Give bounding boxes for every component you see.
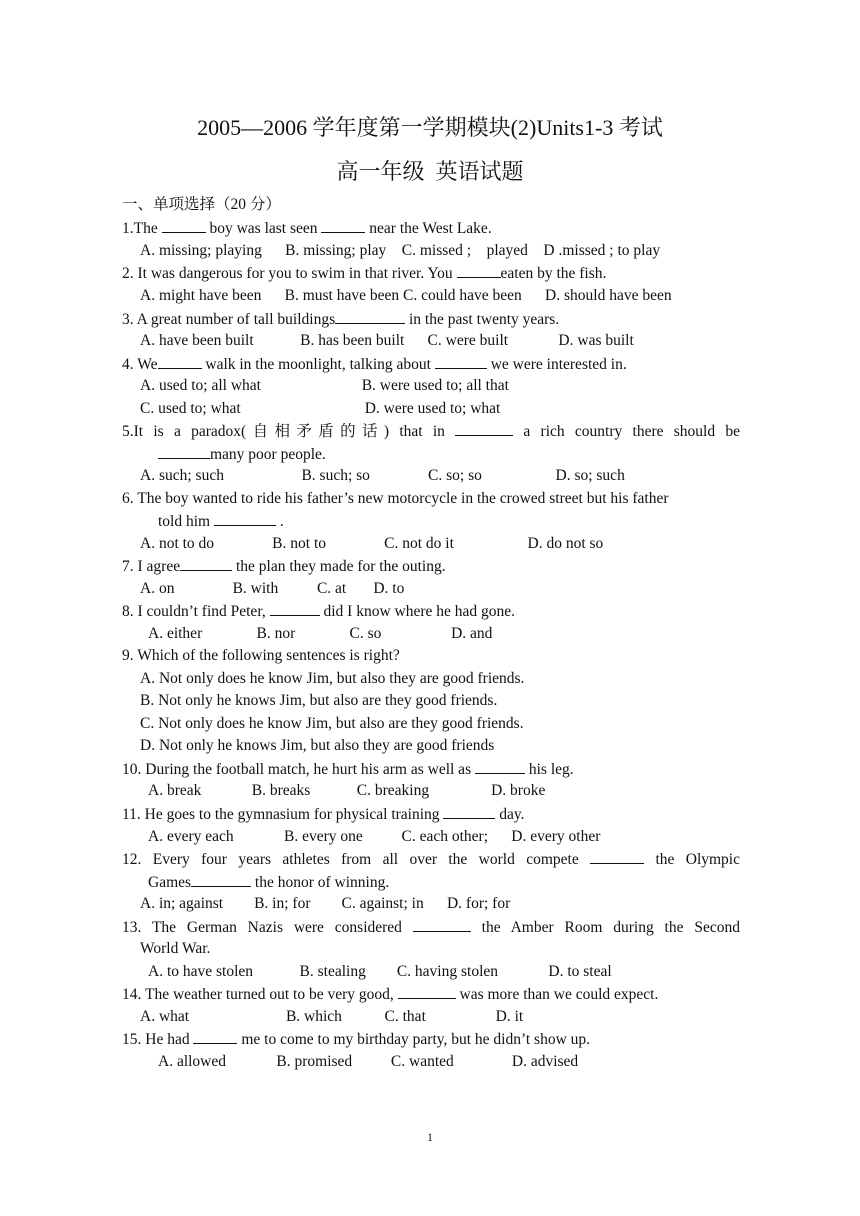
question-5: 5.It is a paradox(自相矛盾的话) that in a rich country there should be	[122, 423, 740, 440]
answer-blank	[180, 556, 232, 571]
question-4-options-row-2: C. used to; what D. were used to; what	[140, 400, 501, 417]
question-1: 1.The boy was last seen near the West Lake.	[122, 220, 492, 237]
question-15: 15. He had me to come to my birthday party, but he didn’t show up.	[122, 1031, 591, 1048]
answer-blank	[193, 1029, 237, 1044]
question-8-options: A. either B. nor C. so D. and	[148, 625, 493, 642]
question-5-continued: many poor people.	[158, 444, 326, 465]
question-7-options: A. on B. with C. at D. to	[140, 580, 405, 597]
question-12-continued: Games the honor of winning.	[148, 874, 390, 891]
question-11: 11. He goes to the gymnasium for physical training day.	[122, 806, 525, 823]
answer-blank	[162, 218, 206, 233]
question-8: 8. I couldn’t find Peter, did I know where he had gone.	[122, 603, 516, 620]
question-4-options-row-1: A. used to; all what B. were used to; all that	[140, 377, 509, 394]
question-9: 9. Which of the following sentences is right?	[122, 647, 400, 664]
question-13: 13. The German Nazis were considered the Amber Room during the Second	[122, 919, 740, 936]
question-7: 7. I agree the plan they made for the outing.	[122, 558, 446, 575]
question-9-option-d: D. Not only he knows Jim, but also they are good friends	[140, 737, 495, 754]
question-6-options: A. not to do B. not to C. not do it D. do not so	[140, 535, 604, 552]
question-3: 3. A great number of tall buildings in the past twenty years.	[122, 311, 560, 328]
question-3-options: A. have been built B. has been built C. were built D. was built	[140, 332, 634, 349]
question-4: 4. We walk in the moonlight, talking about we were interested in.	[122, 356, 627, 373]
answer-blank	[214, 511, 276, 526]
question-1-options: A. missing; playing B. missing; play C. missed ; played D .missed ; to play	[140, 242, 661, 259]
question-12-options: A. in; against B. in; for C. against; in D. for; for	[140, 895, 511, 912]
question-10-options: A. break B. breaks C. breaking D. broke	[148, 782, 546, 799]
question-9-option-c: C. Not only does he know Jim, but also are they good friends.	[140, 715, 524, 732]
answer-blank	[191, 872, 251, 887]
question-14-options: A. what B. which C. that D. it	[140, 1008, 524, 1025]
answer-blank	[455, 421, 513, 436]
answer-blank	[443, 804, 495, 819]
question-6: 6. The boy wanted to ride his father’s new motorcycle in the crowed street but his father	[122, 490, 669, 507]
question-13-options: A. to have stolen B. stealing C. having stolen D. to steal	[148, 963, 612, 980]
question-9-option-b: B. Not only he knows Jim, but also are they good friends.	[140, 692, 498, 709]
answer-blank	[335, 309, 405, 324]
answer-blank	[475, 759, 525, 774]
exam-subtitle: 高一年级 英语试题	[336, 159, 524, 184]
question-14: 14. The weather turned out to be very good, was more than we could expect.	[122, 986, 659, 1003]
question-10: 10. During the football match, he hurt his arm as well as his leg.	[122, 761, 574, 778]
question-9-option-a: A. Not only does he know Jim, but also they are good friends.	[140, 670, 525, 687]
answer-blank	[457, 263, 501, 278]
page-number: 1	[427, 1130, 433, 1144]
question-15-options: A. allowed B. promised C. wanted D. advised	[158, 1053, 579, 1070]
question-5-options: A. such; such B. such; so C. so; so D. so; such	[140, 467, 625, 484]
question-11-options: A. every each B. every one C. each other; D. every other	[148, 828, 601, 845]
answer-blank	[398, 984, 456, 999]
question-6-continued: told him .	[158, 513, 284, 530]
question-12: 12. Every four years athletes from all over the world compete the Olympic	[122, 851, 740, 868]
answer-blank	[321, 218, 365, 233]
question-2: 2. It was dangerous for you to swim in that river. You eaten by the fish.	[122, 265, 607, 282]
question-2-options: A. might have been B. must have been C. could have been D. should have been	[140, 287, 672, 304]
answer-blank	[270, 601, 320, 616]
answer-blank	[413, 917, 471, 932]
answer-blank	[158, 444, 210, 459]
exam-title: 2005—2006 学年度第一学期模块(2)Units1-3 考试	[197, 115, 663, 140]
section-heading: 一、单项选择（20 分）	[122, 196, 281, 213]
answer-blank	[158, 354, 202, 369]
answer-blank	[435, 354, 487, 369]
answer-blank	[590, 849, 644, 864]
question-13-continued: World War.	[140, 940, 211, 957]
